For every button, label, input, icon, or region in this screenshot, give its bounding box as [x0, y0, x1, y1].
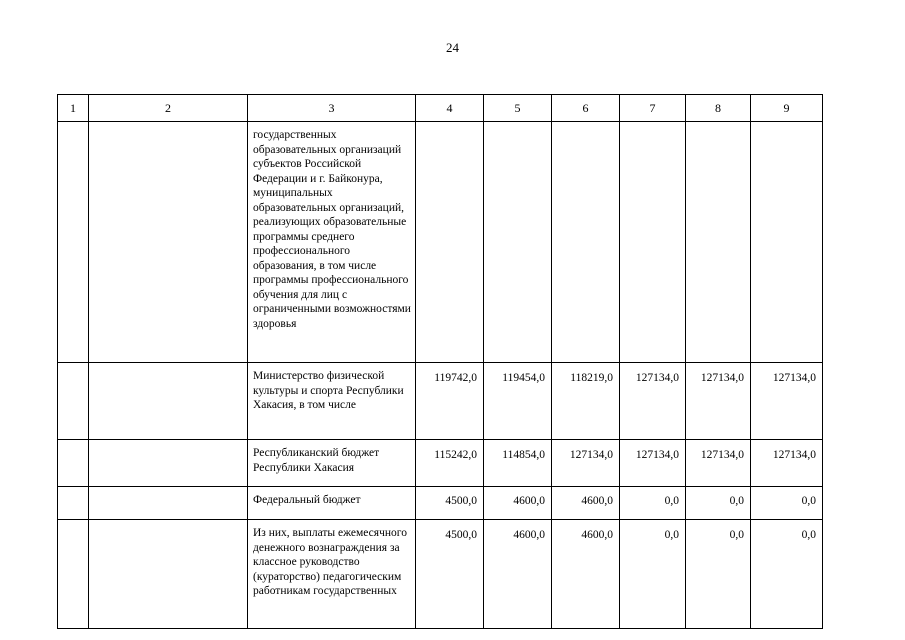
- cell-value: 4600,0: [484, 487, 552, 520]
- cell-value: [751, 122, 823, 363]
- table-row: [58, 520, 823, 629]
- cell-col-2: [89, 440, 248, 487]
- cell-value: 127134,0: [751, 363, 823, 440]
- header-col-8: 8: [686, 95, 751, 122]
- cell-value: [552, 122, 620, 363]
- cell-value: 4600,0: [552, 520, 620, 629]
- cell-value: [620, 122, 686, 363]
- cell-col-1: [58, 363, 89, 440]
- cell-description: Министерство физической культуры и спорта Республики Хакасия, в том числе: [248, 363, 416, 440]
- cell-col-2: [89, 122, 248, 363]
- cell-value: 127134,0: [686, 363, 751, 440]
- cell-value: 119454,0: [484, 363, 552, 440]
- header-col-1: 1: [58, 95, 89, 122]
- cell-value: 0,0: [620, 487, 686, 520]
- table-header-row: [58, 95, 823, 122]
- cell-description: Республиканский бюджет Республики Хакасия: [248, 440, 416, 487]
- cell-value: 119742,0: [416, 363, 484, 440]
- cell-value: 0,0: [751, 520, 823, 629]
- cell-col-1: [58, 520, 89, 629]
- cell-col-2: [89, 520, 248, 629]
- page-number: 24: [446, 40, 459, 55]
- cell-col-1: [58, 487, 89, 520]
- cell-value: 127134,0: [620, 363, 686, 440]
- header-col-9: 9: [751, 95, 823, 122]
- cell-value: 118219,0: [552, 363, 620, 440]
- cell-value: 0,0: [686, 487, 751, 520]
- cell-value: 0,0: [751, 487, 823, 520]
- cell-value: 4500,0: [416, 520, 484, 629]
- cell-description: Из них, выплаты ежемесячного денежного вознаграждения за классное руководство (кураторство) педагогическим работникам государственных: [248, 520, 416, 629]
- cell-col-2: [89, 487, 248, 520]
- cell-description: государственных образовательных организаций субъектов Российской Федерации и г. Байконура, муниципальных образовательных организаций, реализующих образовательные программы среднего профессионального образования, в том числе программы профессионального обучения для лиц с ограниченными возможностями здоровья: [248, 122, 416, 363]
- cell-value: 114854,0: [484, 440, 552, 487]
- cell-col-1: [58, 122, 89, 363]
- cell-value: [416, 122, 484, 363]
- cell-value: 4500,0: [416, 487, 484, 520]
- cell-value: 4600,0: [552, 487, 620, 520]
- header-col-3: 3: [248, 95, 416, 122]
- header-col-4: 4: [416, 95, 484, 122]
- budget-table: [57, 94, 823, 629]
- cell-value: 127134,0: [686, 440, 751, 487]
- cell-value: [484, 122, 552, 363]
- header-col-7: 7: [620, 95, 686, 122]
- cell-value: 127134,0: [552, 440, 620, 487]
- header-col-2: 2: [89, 95, 248, 122]
- cell-col-1: [58, 440, 89, 487]
- table-row: [58, 122, 823, 363]
- cell-value: 127134,0: [620, 440, 686, 487]
- header-col-6: 6: [552, 95, 620, 122]
- cell-description: Федеральный бюджет: [248, 487, 416, 520]
- header-col-5: 5: [484, 95, 552, 122]
- cell-col-2: [89, 363, 248, 440]
- table-row: [58, 363, 823, 440]
- cell-value: 0,0: [620, 520, 686, 629]
- cell-value: 127134,0: [751, 440, 823, 487]
- table-row: [58, 487, 823, 520]
- cell-value: 115242,0: [416, 440, 484, 487]
- table-row: [58, 440, 823, 487]
- cell-value: [686, 122, 751, 363]
- cell-value: 4600,0: [484, 520, 552, 629]
- cell-value: 0,0: [686, 520, 751, 629]
